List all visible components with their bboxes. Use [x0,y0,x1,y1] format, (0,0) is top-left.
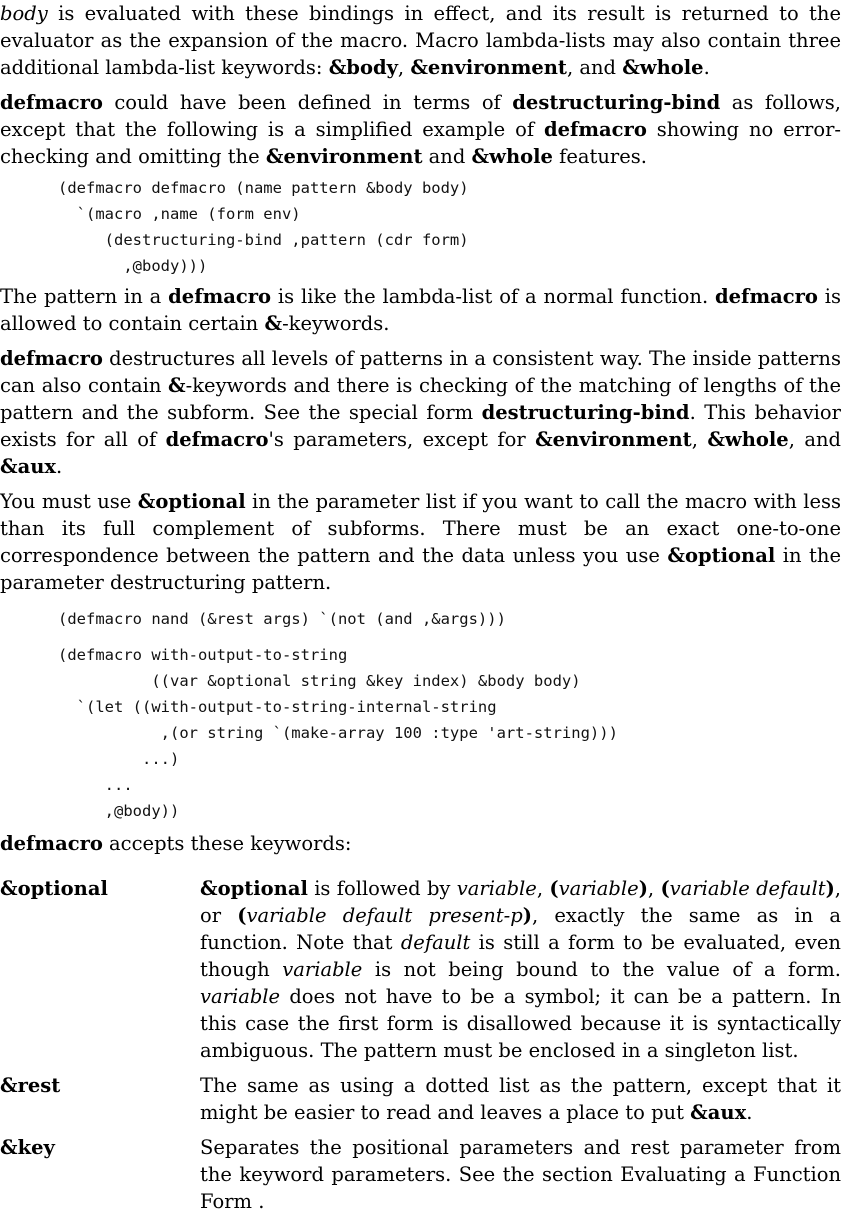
text: , or [200,877,841,927]
keyword: &body [328,56,398,79]
text: accepts these keywords: [102,832,352,855]
paren: ) [638,877,648,900]
text: , exactly the same as in a function. Note that [200,904,842,954]
text: features. [552,145,647,168]
keyword: &optional [137,490,246,513]
text: -keywords and there is checking of the matching of lengths of the pattern and the subform. See the special form [0,374,841,424]
italic-term: variable [200,985,281,1008]
text: could have been defined in terms of [102,91,513,114]
keyword: destructuring-bind [481,401,690,424]
text: , [691,428,708,451]
keyword: &whole [707,428,789,451]
italic-term: variable default present-p [246,904,523,927]
keyword: defmacro [0,832,103,855]
paren: ( [660,877,670,900]
keyword: destructuring-bind [512,91,721,114]
text: , and [788,428,841,451]
keyword: &aux [690,1101,747,1124]
keyword: defmacro [715,285,818,308]
text: is not being bound to the value of a form. [362,958,841,981]
paragraph-destructures [0,345,841,480]
keyword: &optional [667,544,776,567]
italic-term: variable default [669,877,826,900]
paragraph-defmacro-definition [0,89,841,170]
text: showing no error-checking and omitting the [0,118,841,168]
keyword: & [264,312,283,335]
keyword-name: &rest [0,1074,61,1097]
paragraph-body-evaluation [0,0,841,81]
text: as follows, except that the following is a simplified example of [0,91,841,141]
text: -keywords. [282,312,390,335]
keyword-row-optional [0,875,841,1064]
paren: ( [549,877,559,900]
keyword: &environment [410,56,567,79]
text: is followed by [307,877,457,900]
keyword: &environment [535,428,692,451]
text: You must use [0,490,138,513]
text: . This behavior exists for all of [0,401,841,451]
text: . [703,56,710,79]
keyword-name: &key [0,1136,55,1159]
keyword-name: &optional [0,877,108,900]
keyword-row-rest [0,1072,841,1126]
text: is allowed to contain certain [0,285,841,335]
text: . [746,1101,753,1124]
paragraph-accepts-keywords [0,830,841,857]
text: , [397,56,411,79]
italic-term: body [0,2,48,25]
keyword: &optional [200,877,308,900]
text: , [647,877,661,900]
code-example-with-output-to-string: (defmacro with-output-to-string ((var &optional string &key index) &body body) `(let ((with-output-to-string-internal-string ,(or string `(make-array 100 :type 'art-string))) ...) ... ,@body)) [58,646,618,820]
keyword: &environment [265,145,423,168]
keyword: &aux [0,455,57,478]
text: is like the lambda-list of a normal function. [271,285,716,308]
paren: ) [825,877,835,900]
text: destructures all levels of patterns in a consistent way. The inside patterns can also contain [0,347,841,397]
keyword: defmacro [0,347,103,370]
keyword-description [200,1072,841,1126]
keyword-row-key [0,1134,841,1215]
text: is evaluated with these bindings in effect, and its result is returned to the evaluator as the expansion of the macro. Macro lambda-lists may also contain three additional lambda-list keywords: [0,2,841,79]
keyword: &whole [622,56,704,79]
text: does not have to be a symbol; it can be a pattern. In this case the first form is disallowed because it is syntactically ambiguous. The pattern must be enclosed in a singleton list. [200,985,841,1062]
keyword-table [0,875,841,1215]
text: , [536,877,550,900]
italic-term: variable [558,877,639,900]
paragraph-optional-usage [0,488,841,596]
code-example-nand: (defmacro nand (&rest args) `(not (and ,&args))) [58,610,506,628]
keyword-description [200,875,841,1064]
keyword: defmacro [165,428,269,451]
paren: ) [522,904,532,927]
keyword-description [200,1134,841,1215]
text: The same as using a dotted list as the pattern, except that it might be easier to read and leaves a place to put [200,1074,841,1124]
paragraph-pattern [0,283,841,337]
text: The pattern in a [0,285,169,308]
text: in the parameter destructuring pattern. [0,544,841,594]
italic-term: variable [456,877,537,900]
keyword: & [168,374,186,397]
code-example-defmacro: (defmacro defmacro (name pattern &body body) `(macro ,name (form env) (destructuring-bind ,pattern (cdr form) ,@body))) [58,179,469,275]
text: in the parameter list if you want to call the macro with less than its full complement of subforms. There must be an exact one-to-one correspondence between the pattern and the data unless you use [0,490,842,567]
keyword: defmacro [168,285,272,308]
text: is still a form to be evaluated, even though [200,931,841,981]
italic-term: variable [282,958,363,981]
text: 's parameters, except for [268,428,536,451]
text: , and [566,56,623,79]
text: . [56,455,63,478]
keyword: defmacro [0,91,103,114]
keyword: defmacro [543,118,647,141]
keyword: &whole [471,145,553,168]
paren: ( [237,904,247,927]
text: Separates the positional parameters and rest parameter from the keyword parameters. See the section Evaluating a Function Form . [200,1136,841,1213]
italic-term: default [400,931,471,954]
text: and [422,145,472,168]
